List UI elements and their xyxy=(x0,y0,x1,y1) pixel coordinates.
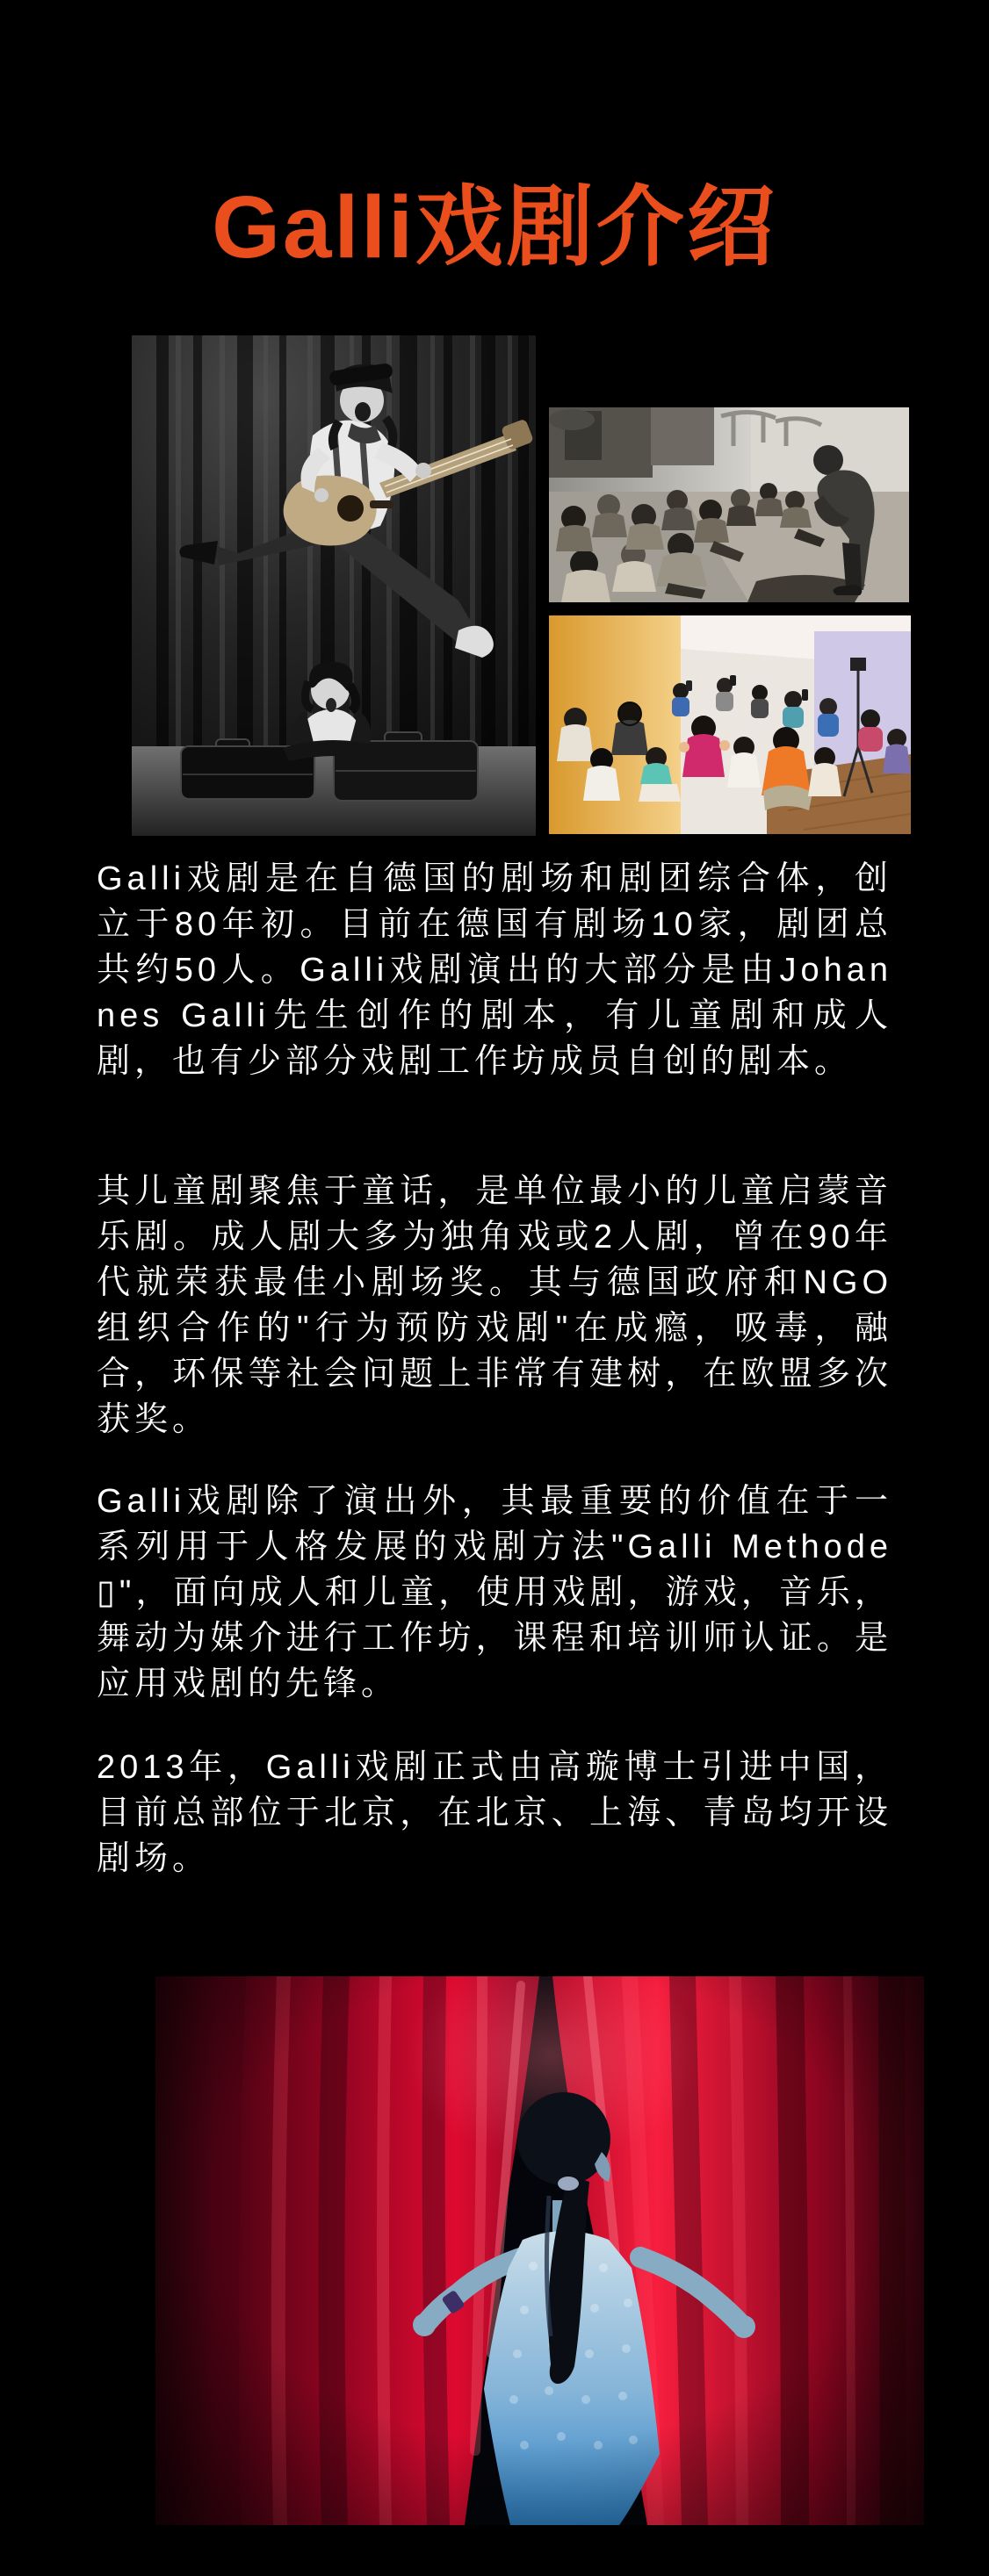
children-audience-illustration xyxy=(549,407,909,602)
curtain-girl-illustration xyxy=(155,1976,924,2525)
stage-performance-photo xyxy=(132,335,536,836)
intro-paragraph-3: Galli戏剧除了演出外，其最重要的价值在于一系列用于人格发展的戏剧方法"Galli Methode▯"，面向成人和儿童，使用戏剧，游戏，音乐，舞动为媒介进行工作坊，课程和培训师认证。是应用戏剧的先锋。 xyxy=(97,1483,892,1702)
stage-performance-illustration xyxy=(132,335,536,836)
family-audience-illustration xyxy=(549,615,911,834)
intro-paragraph-4: 2013年，Galli戏剧正式由高璇博士引进中国，目前总部位于北京，在北京、上海、青岛均开设剧场。 xyxy=(97,1749,892,1877)
children-audience-photo xyxy=(549,407,909,602)
curtain-girl-photo xyxy=(155,1976,924,2525)
intro-paragraph-1: Galli戏剧是在自德国的剧场和剧团综合体，创立于80年初。目前在德国有剧场10家，剧团总共约50人。Galli戏剧演出的大部分是由Johannes Galli先生创作的剧本，有儿童剧和成人剧，也有少部分戏剧工作坊成员自创的剧本。 xyxy=(97,860,892,1080)
family-audience-photo xyxy=(549,615,911,834)
page-title: Galli戏剧介绍 xyxy=(212,178,777,277)
intro-paragraph-2: 其儿童剧聚焦于童话，是单位最小的儿童启蒙音乐剧。成人剧大多为独角戏或2人剧，曾在90年代就荣获最佳小剧场奖。其与德国政府和NGO组织合作的"行为预防戏剧"在成瘾，吸毒，融合，环保等社会问题上非常有建树，在欧盟多次获奖。 xyxy=(97,1173,892,1438)
